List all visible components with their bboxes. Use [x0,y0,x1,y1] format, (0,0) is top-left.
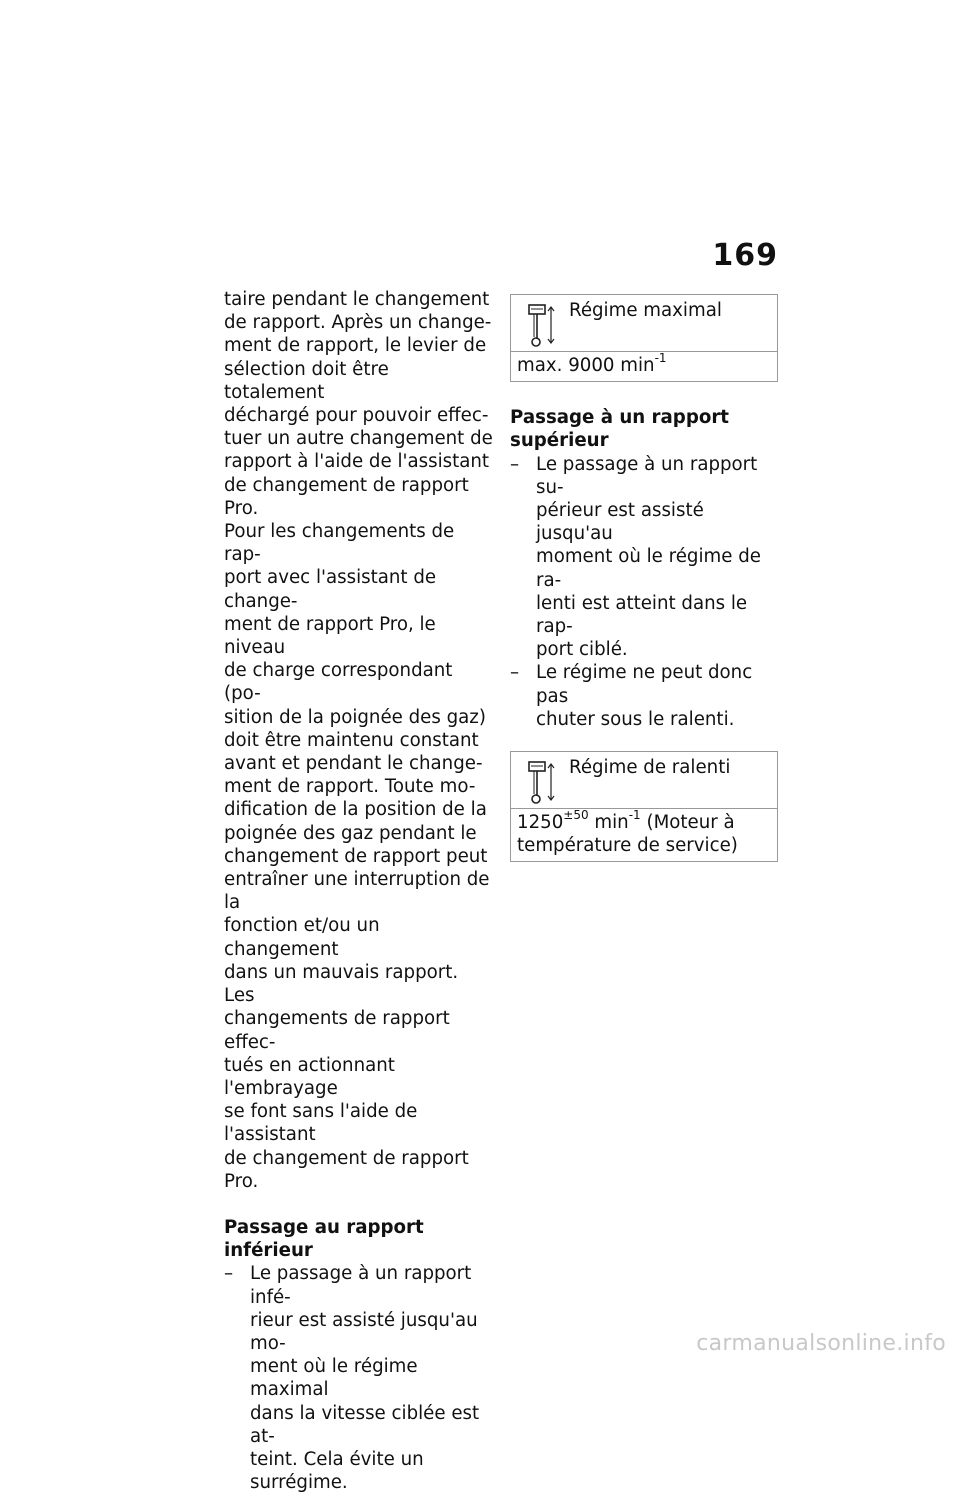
list-item-line: teint. Cela évite un surrégime. [250,1448,424,1494]
para-line: doit être maintenu constant [224,729,479,751]
para-line: Pour les changements de rap- [224,521,455,566]
left-column [224,288,494,1494]
para-line: de rapport. Après un change- [224,312,492,334]
para-line: poignée des gaz pendant le [224,822,477,844]
list-item [224,1262,494,1494]
list-item-line: périeur est assisté jusqu'au [536,500,704,545]
para-line: dans un mauvais rapport. Les [224,961,459,1007]
spec-value-sup: -1 [628,807,641,822]
engine-piston-icon [521,756,561,806]
para-line: de changement de rapport Pro. [224,474,469,519]
para-line: tuer un autre changement de [224,428,493,450]
engine-piston-icon [521,299,561,349]
spec-value-text: max. 9000 min [517,355,655,376]
list-item-line: ment où le régime maximal [250,1356,418,1401]
para-line: changement de rapport peut [224,845,488,867]
spec-value [511,352,777,381]
para-line: se font sans l'aide de l'assistant [224,1101,418,1146]
spec-title: Régime de ralenti [569,757,731,779]
para-line: fonction et/ou un changement [224,915,380,960]
upshift-list [510,453,780,731]
para-line: sélection doit être totalement [224,358,389,403]
para-line: changements de rapport effec- [224,1008,450,1053]
spec-box-idle-rpm [510,751,778,862]
watermark: carmanualsonline.info [696,1331,946,1356]
spec-title: Régime maximal [569,300,722,321]
para-line: sition de la poignée des gaz) [224,706,486,728]
para-line: dification de la position de la [224,799,487,821]
upshift-heading [510,406,780,452]
para-line: ment de rapport, le levier de [224,335,487,357]
para-line: déchargé pour pouvoir effec- [224,405,489,427]
spec-value-unit: min [588,812,629,834]
downshift-list [224,1262,494,1494]
para-line: ment de rapport Pro, le niveau [224,613,436,659]
heading-line: supérieur [510,430,609,452]
spec-header [511,295,777,352]
spec-value [511,809,777,861]
spec-header [511,752,777,809]
para-line: tués en actionnant l'embrayage [224,1054,395,1099]
para-line: entraîner une interruption de la [224,869,490,914]
spec-box-max-rpm [510,294,778,382]
list-item-line: dans la vitesse ciblée est at- [250,1402,480,1447]
spacer [224,1193,494,1216]
list-item-line: rieur est assisté jusqu'au mo- [250,1309,478,1354]
para-line: ment de rapport. Toute mo- [224,776,476,798]
para-line: avant et pendant le change- [224,753,483,775]
list-item-line: port ciblé. [536,639,628,661]
spec-value-line2: température de service) [517,835,738,857]
list-item-line: Le passage à un rapport su- [536,453,758,498]
para-line: taire pendant le changement [224,289,490,310]
right-column [510,294,780,862]
list-item-line: moment où le régime de ra- [536,546,761,591]
spacer [510,731,780,751]
list-item [510,453,780,662]
spec-value-sup: -1 [654,350,667,365]
para-line: de changement de rapport Pro. [224,1147,469,1192]
spec-value-suffix: (Moteur à [640,812,735,834]
page-number: 169 [712,238,778,273]
intro-paragraph [224,288,494,1193]
downshift-heading: Passage au rapport inférieur [224,1216,424,1262]
list-item-line: chuter sous le ralenti. [536,708,735,730]
list-item [510,661,780,731]
spacer [510,382,780,406]
spec-value-number: 1250 [517,812,564,834]
spec-value-tolerance: ±50 [563,807,589,822]
list-item-line: lenti est atteint dans le rap- [536,592,748,638]
para-line: de charge correspondant (po- [224,660,453,705]
list-item-line: Le régime ne peut donc pas [536,662,753,707]
list-item-line: Le passage à un rapport infé- [250,1263,472,1308]
para-line: port avec l'assistant de change- [224,567,437,612]
para-line: rapport à l'aide de l'assistant [224,451,490,473]
heading-line: Passage à un rapport [510,407,729,429]
